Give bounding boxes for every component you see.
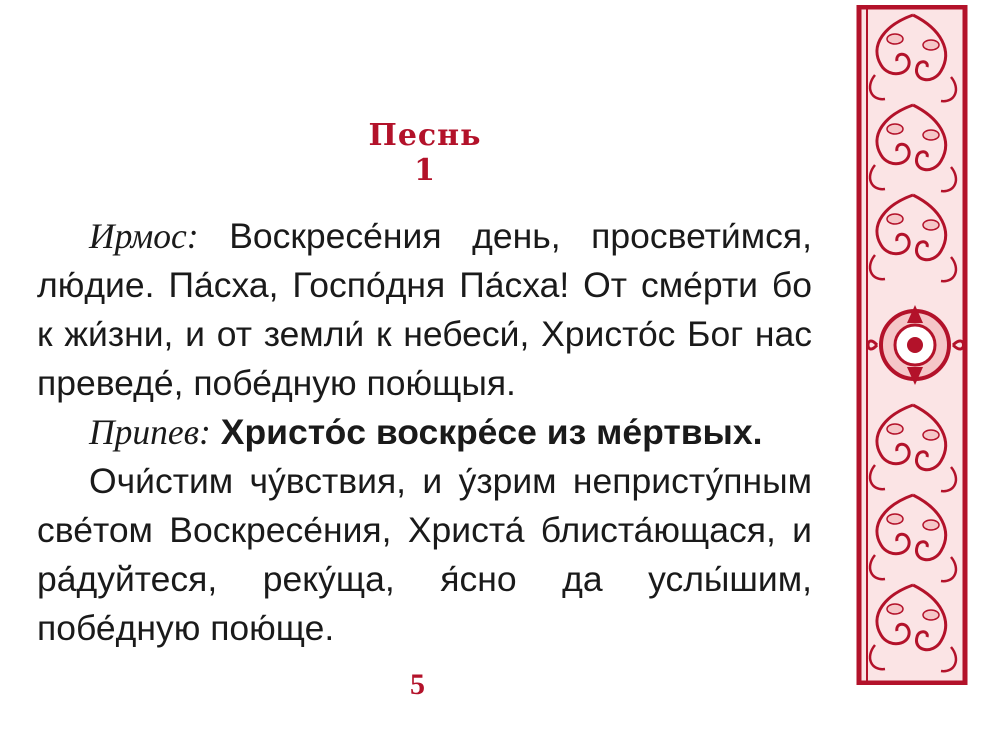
page-number: 5	[410, 668, 425, 701]
refrain-paragraph	[37, 408, 812, 457]
hymn-text	[37, 212, 812, 653]
irmos-paragraph	[37, 212, 812, 408]
refrain-text: Христо́с воскре́се из ме́ртвых.	[220, 412, 763, 452]
floral-border-ornament-icon	[855, 5, 970, 685]
refrain-label: Припев:	[89, 412, 211, 452]
irmos-text: Воскресе́ния день, просвети́мся, лю́дие. Па́сха, Госпо́дня Па́сха! От сме́рти бо к жи́зни, и от земли́ к небеси́, Христо́с Бог нас преведе́, побе́дную пою́щыя.	[37, 216, 812, 403]
song-heading: Песнь 1	[368, 118, 482, 188]
troparion-text: Очи́стим чу́вствия, и у́зрим непристу́пным све́том Воскресе́ния, Христа́ блиста́ющася, и ра́дуйтеся, реку́ща, я́сно да услы́шим, побе́дную пою́ще.	[37, 461, 812, 648]
troparion-paragraph	[37, 457, 812, 653]
irmos-label: Ирмос:	[89, 216, 199, 256]
